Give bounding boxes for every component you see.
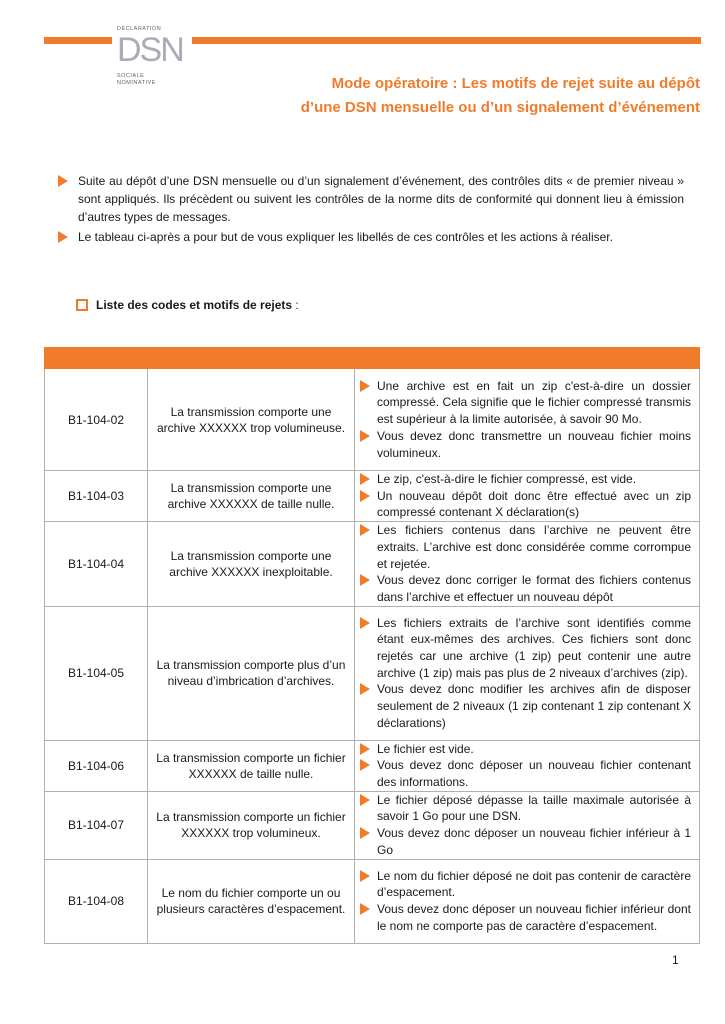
action-text: Le fichier déposé dépasse la taille maximale autorisée à savoir 1 Go pour une DSN. — [377, 792, 691, 824]
orange-triangle-arrow-icon — [360, 380, 370, 392]
orange-triangle-arrow-icon — [360, 473, 370, 485]
rejection-code: B1-104-04 — [45, 522, 148, 607]
action-item — [377, 378, 691, 428]
table-row — [45, 471, 700, 522]
action-text: Vous devez donc modifier les archives afin de disposer seulement de 2 niveaux (1 zip contenant 1 zip contenant X déclarations) — [377, 682, 691, 730]
rejection-label: La transmission comporte une archive XXXXXX trop volumineuse. — [148, 369, 355, 471]
intro-paragraph-1 — [56, 172, 684, 226]
table-row — [45, 791, 700, 859]
table-row — [45, 859, 700, 943]
orange-triangle-arrow-icon — [360, 759, 370, 771]
intro-section — [56, 172, 684, 246]
logo-mark: DSN — [117, 31, 183, 69]
orange-triangle-arrow-icon — [360, 827, 370, 839]
table-header-row — [45, 348, 700, 369]
orange-triangle-arrow-icon — [58, 175, 68, 187]
action-item — [377, 792, 691, 825]
logo-bottom-line1: SOCIALE — [117, 73, 145, 79]
rejection-code: B1-104-08 — [45, 859, 148, 943]
orange-triangle-arrow-icon — [360, 574, 370, 586]
rejection-label: Le nom du fichier comporte un ou plusieurs caractères d’espacement. — [148, 859, 355, 943]
action-text: Les fichiers contenus dans l’archive ne peuvent être extraits. L’archive est donc considérée comme corrompue et rejetée. — [377, 523, 691, 571]
action-item — [377, 901, 691, 934]
table-row — [45, 522, 700, 607]
orange-triangle-arrow-icon — [360, 743, 370, 755]
action-text: Une archive est en fait un zip c'est-à-dire un dossier compressé. Cela signifie que le fichier compressé transmis est supérieur à la limite autorisée, à savoir 90 Mo. — [377, 378, 691, 427]
rejection-actions — [355, 471, 700, 522]
table-row — [45, 740, 700, 791]
rejection-actions — [355, 369, 700, 471]
list-heading — [96, 298, 299, 312]
list-heading-suffix: : — [292, 298, 299, 312]
table-header-cell — [45, 348, 700, 369]
rejection-actions — [355, 859, 700, 943]
action-item — [377, 868, 691, 901]
orange-triangle-arrow-icon — [360, 903, 370, 915]
action-item — [377, 572, 691, 605]
logo-bottom-text — [117, 73, 156, 87]
list-heading-bold: Liste des codes et motifs de rejets — [96, 298, 293, 312]
rejection-code: B1-104-07 — [45, 791, 148, 859]
action-text: Le fichier est vide. — [377, 741, 474, 756]
action-text: Vous devez donc corriger le format des fichiers contenus dans l’archive et effectuer un nouveau dépôt — [377, 573, 691, 604]
table-row — [45, 369, 700, 471]
rejection-code: B1-104-02 — [45, 369, 148, 471]
orange-triangle-arrow-icon — [58, 231, 68, 243]
action-item — [377, 825, 691, 858]
dsn-logo — [112, 9, 192, 97]
action-item — [377, 681, 691, 731]
action-item — [377, 428, 691, 461]
logo-bottom-line2: NOMINATIVE — [117, 80, 156, 86]
orange-triangle-arrow-icon — [360, 683, 370, 695]
action-text: Vous devez donc déposer un nouveau fichier inférieur dont le nom ne comporte pas de caractère d’espacement. — [377, 902, 691, 933]
rejection-codes-table — [44, 347, 700, 944]
action-item — [377, 615, 691, 682]
action-item — [377, 522, 691, 572]
rejection-actions — [355, 606, 700, 740]
action-text: Vous devez donc déposer un nouveau fichier contenant des informations. — [377, 758, 691, 790]
intro-paragraph-2 — [56, 228, 684, 246]
rejection-code: B1-104-03 — [45, 471, 148, 522]
intro-text-2: Le tableau ci-après a pour but de vous expliquer les libellés de ces contrôles et les actions à réaliser. — [78, 230, 613, 244]
orange-square-checkbox-icon — [76, 299, 88, 311]
action-text: Vous devez donc déposer un nouveau fichier inférieur à 1 Go — [377, 826, 691, 857]
action-item — [377, 488, 691, 521]
action-text: Vous devez donc transmettre un nouveau fichier moins volumineux. — [377, 428, 691, 460]
title-line-2: d’une DSN mensuelle ou d’un signalement d’événement — [300, 99, 700, 116]
rejection-actions — [355, 791, 700, 859]
rejection-label: La transmission comporte un fichier XXXXXX trop volumineux. — [148, 791, 355, 859]
rejection-actions — [355, 740, 700, 791]
orange-triangle-arrow-icon — [360, 794, 370, 806]
rejection-label: La transmission comporte une archive XXXXXX inexploitable. — [148, 522, 355, 607]
orange-triangle-arrow-icon — [360, 870, 370, 882]
action-item — [377, 471, 691, 488]
action-item — [377, 757, 691, 790]
orange-triangle-arrow-icon — [360, 490, 370, 502]
action-text: Le nom du fichier déposé ne doit pas contenir de caractère d’espacement. — [377, 868, 691, 900]
table-row — [45, 606, 700, 740]
page-title — [270, 72, 700, 120]
orange-triangle-arrow-icon — [360, 524, 370, 536]
orange-triangle-arrow-icon — [360, 617, 370, 629]
rejection-code: B1-104-05 — [45, 606, 148, 740]
intro-text-1: Suite au dépôt d’une DSN mensuelle ou d’un signalement d’événement, des contrôles dits « de premier niveau » sont appliqués. Ils précèdent ou suivent les contrôles de la norme dits de conformité qui donnent lieu à émission d’autres types de messages. — [78, 174, 684, 224]
orange-triangle-arrow-icon — [360, 430, 370, 442]
page-number: 1 — [672, 953, 679, 967]
rejection-actions — [355, 522, 700, 607]
rejection-code: B1-104-06 — [45, 740, 148, 791]
action-text: Un nouveau dépôt doit donc être effectué avec un zip compressé contenant X déclaration(s) — [377, 488, 691, 520]
logo-top-text: DÉCLARATION — [117, 26, 162, 32]
action-item — [377, 741, 691, 758]
title-line-1: Mode opératoire : Les motifs de rejet suite au dépôt — [331, 75, 700, 92]
rejection-label: La transmission comporte un fichier XXXXXX de taille nulle. — [148, 740, 355, 791]
action-text: Le zip, c'est-à-dire le fichier compressé, est vide. — [377, 472, 637, 486]
rejection-label: La transmission comporte plus d’un niveau d’imbrication d’archives. — [148, 606, 355, 740]
action-text: Les fichiers extraits de l’archive sont identifiés comme étant eux-mêmes des archives. Ces fichiers sont donc rejetés car une archive (1 zip) peut contenir une autre archive (1 zip) mais pas plus de 2 niveaux d’archives (zip). — [377, 615, 691, 680]
rejection-label: La transmission comporte une archive XXXXXX de taille nulle. — [148, 471, 355, 522]
